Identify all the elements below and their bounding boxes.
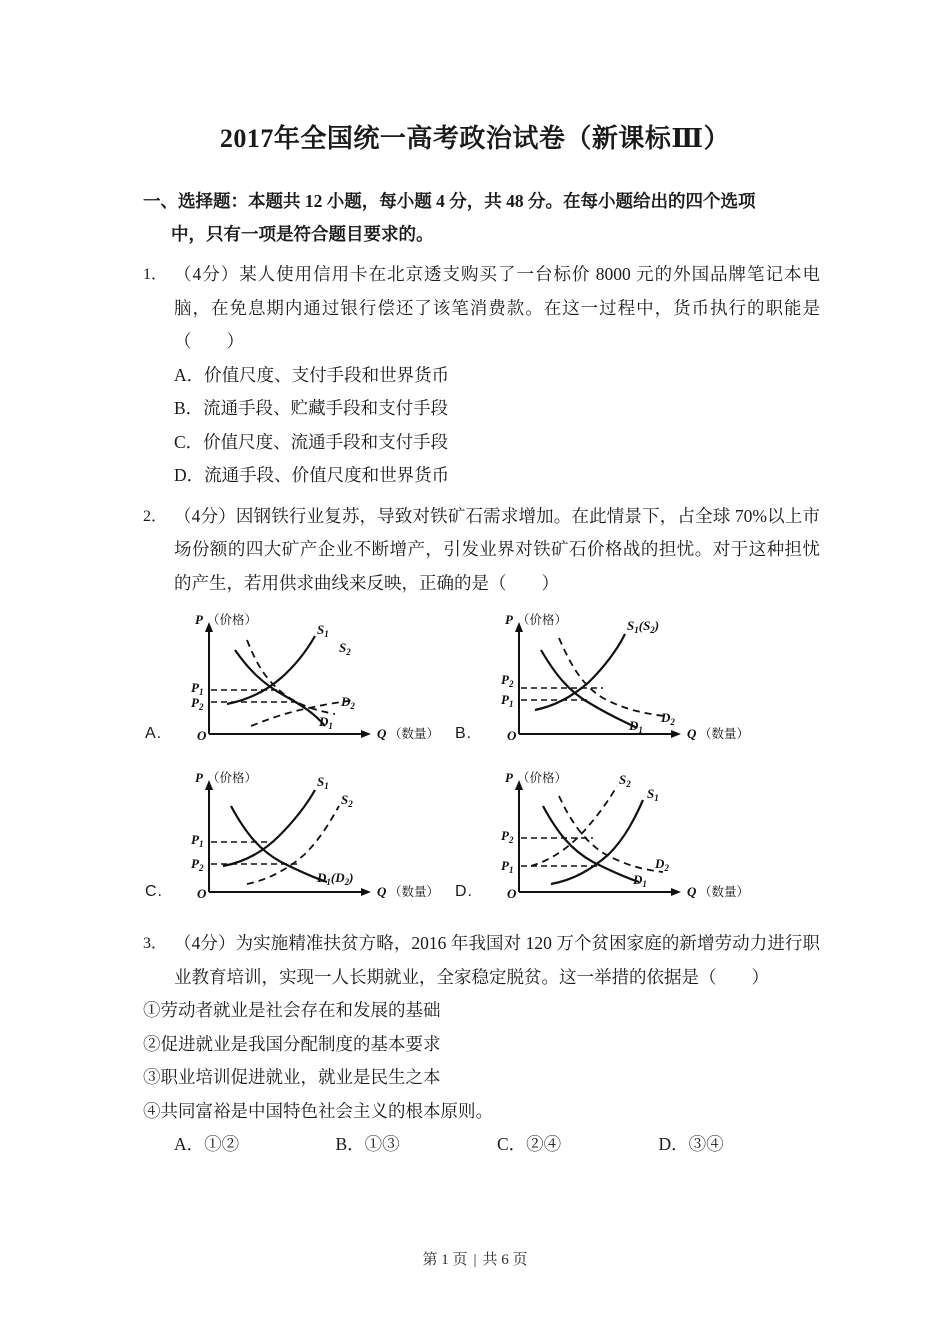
question-3-body xyxy=(143,927,820,994)
figure-d-curve-d2: $D_2$ xyxy=(655,856,669,873)
figure-b-curve-d2: $D_2$ xyxy=(661,710,675,727)
figure-a-curve-s2: $S_2$ xyxy=(339,640,351,657)
figure-a-origin: O xyxy=(197,728,207,743)
section-heading-line2: 中，只有一项是符合题目要求的。 xyxy=(171,224,434,244)
figure-d-origin: O xyxy=(507,886,517,901)
question-3 xyxy=(143,927,820,1162)
figure-a-label: A. xyxy=(145,724,163,742)
document-content xyxy=(0,185,950,1162)
figure-c-x-axis-name: （数量） xyxy=(389,885,440,899)
figure-a-curve-d1: $D_1$ xyxy=(319,714,333,731)
page-footer xyxy=(0,1248,950,1269)
footer-total-pages: 共 6 页 xyxy=(482,1252,528,1268)
figure-d-x-axis-name: （数量） xyxy=(699,885,750,899)
figure-a-curve-d2: $D_2$ xyxy=(341,694,355,711)
figure-c-origin: O xyxy=(197,886,207,901)
figure-b-label: B. xyxy=(455,724,473,742)
question-3-option-c[interactable]: C．②④ xyxy=(497,1134,562,1154)
question-1-body xyxy=(143,258,820,359)
figure-c-curve-d1d2: $D_1(D_2)$ xyxy=(317,870,354,887)
section-heading xyxy=(143,185,820,251)
figure-a-chart xyxy=(169,604,453,762)
figure-c-label: C. xyxy=(145,882,163,900)
figure-a[interactable] xyxy=(143,604,453,762)
figure-b-y-axis-name: （价格） xyxy=(517,613,568,627)
figure-d-price-1: $P_1$ xyxy=(501,858,514,875)
figure-b-curve-s1s2: $S_1(S_2)$ xyxy=(627,618,660,635)
question-3-statement-1: ①劳动者就业是社会存在和发展的基础 xyxy=(143,1000,441,1020)
figure-c-curve-s2: $S_2$ xyxy=(341,792,353,809)
question-3-text: （4分）为实施精准扶贫方略，2016 年我国对 120 万个贫困家庭的新增劳动力进行职业教育培训，实现一人长期就业，全家稳定脱贫。这一举措的依据是（ ） xyxy=(174,933,820,987)
figure-d-curve-d1: $D_1$ xyxy=(633,872,647,889)
question-1-text: （4分）某人使用信用卡在北京透支购买了一台标价 8000 元的外国品牌笔记本电脑，在免息期内通过银行偿还了该笔消费款。在这一过程中，货币执行的职能是（ ） xyxy=(174,264,820,351)
figure-c-price-1: $P_1$ xyxy=(191,832,204,849)
figure-a-curve-s1: $S_1$ xyxy=(317,622,329,639)
figure-b[interactable] xyxy=(453,604,763,762)
figure-d[interactable] xyxy=(453,762,763,920)
question-2-text: （4分）因钢铁行业复苏，导致对铁矿石需求增加。在此情景下，占全球 70%以上市场份额的四大矿产企业不断增产，引发业界对铁矿石价格战的担忧。对于这种担忧的产生，若用供求曲线来反映，正确的是（ ） xyxy=(174,505,820,593)
figure-b-price-2: $P_2$ xyxy=(501,672,514,689)
footer-current-page: 第 1 页 xyxy=(422,1252,468,1268)
figure-b-price-1: $P_1$ xyxy=(501,692,514,709)
supply-demand-figures xyxy=(143,604,820,920)
question-3-option-d[interactable]: D．③④ xyxy=(658,1134,724,1154)
question-1-number: 1． xyxy=(143,266,168,283)
figure-b-origin: O xyxy=(507,728,517,743)
question-3-statement-3: ③职业培训促进就业，就业是民生之本 xyxy=(143,1067,441,1087)
figure-c-y-axis-name: （价格） xyxy=(207,771,258,785)
figure-a-y-axis-symbol: P xyxy=(195,612,203,627)
figure-a-y-axis-name: （价格） xyxy=(207,613,258,627)
question-2-body xyxy=(143,500,820,601)
figure-b-x-axis-name: （数量） xyxy=(699,727,750,741)
question-3-statement-4: ④共同富裕是中国特色社会主义的根本原则。 xyxy=(143,1100,493,1121)
figure-c-curve-s1: $S_1$ xyxy=(317,774,329,791)
figure-b-y-axis-symbol: P xyxy=(505,612,513,627)
figure-a-price-2: $P_2$ xyxy=(191,695,204,712)
figure-c-x-axis-symbol: Q xyxy=(377,884,387,899)
figure-row-bottom xyxy=(143,762,820,920)
figure-row-top xyxy=(143,604,820,762)
figure-b-x-axis-symbol: Q xyxy=(687,726,697,741)
question-2-number: 2． xyxy=(143,507,168,525)
figure-a-x-axis-symbol: Q xyxy=(377,726,387,741)
question-1-option-b[interactable]: B．流通手段、贮藏手段和支付手段 xyxy=(174,398,449,418)
question-3-number: 3． xyxy=(143,935,168,952)
question-2 xyxy=(143,500,820,921)
question-1-option-a[interactable]: A．价值尺度、支付手段和世界货币 xyxy=(174,364,450,385)
figure-d-y-axis-symbol: P xyxy=(505,770,513,785)
page-title: 2017年全国统一高考政治试卷（新课标Ⅲ） xyxy=(219,124,731,153)
question-3-option-a[interactable]: A．①② xyxy=(174,1134,240,1154)
question-3-options xyxy=(143,1128,820,1162)
figure-b-curve-d1: $D_1$ xyxy=(629,718,643,735)
question-1 xyxy=(143,258,820,493)
figure-d-price-2: $P_2$ xyxy=(501,828,514,845)
figure-c[interactable] xyxy=(143,762,453,920)
figure-a-x-axis-name: （数量） xyxy=(389,727,440,741)
question-3-statement-2: ②促进就业是我国分配制度的基本要求 xyxy=(143,1033,441,1054)
figure-b-chart xyxy=(479,604,763,762)
footer-separator: | xyxy=(473,1252,477,1268)
figure-d-curve-s1: $S_1$ xyxy=(647,786,659,803)
figure-c-price-2: $P_2$ xyxy=(191,856,204,873)
figure-c-y-axis-symbol: P xyxy=(195,770,203,785)
question-1-option-d[interactable]: D．流通手段、价值尺度和世界货币 xyxy=(174,465,450,485)
figure-a-price-1: $P_1$ xyxy=(191,680,204,697)
question-3-option-b[interactable]: B．①③ xyxy=(335,1134,400,1154)
section-heading-line1: 一、选择题：本题共 12 小题，每小题 4 分，共 48 分。在每小题给出的四个选项 xyxy=(143,191,756,211)
figure-d-label: D. xyxy=(455,882,473,900)
question-1-option-c[interactable]: C．价值尺度、流通手段和支付手段 xyxy=(174,431,449,452)
figure-d-chart xyxy=(479,762,763,920)
figure-d-x-axis-symbol: Q xyxy=(687,884,697,899)
figure-c-chart xyxy=(169,762,453,920)
figure-d-curve-s2: $S_2$ xyxy=(619,772,631,789)
figure-d-y-axis-name: （价格） xyxy=(517,771,568,785)
